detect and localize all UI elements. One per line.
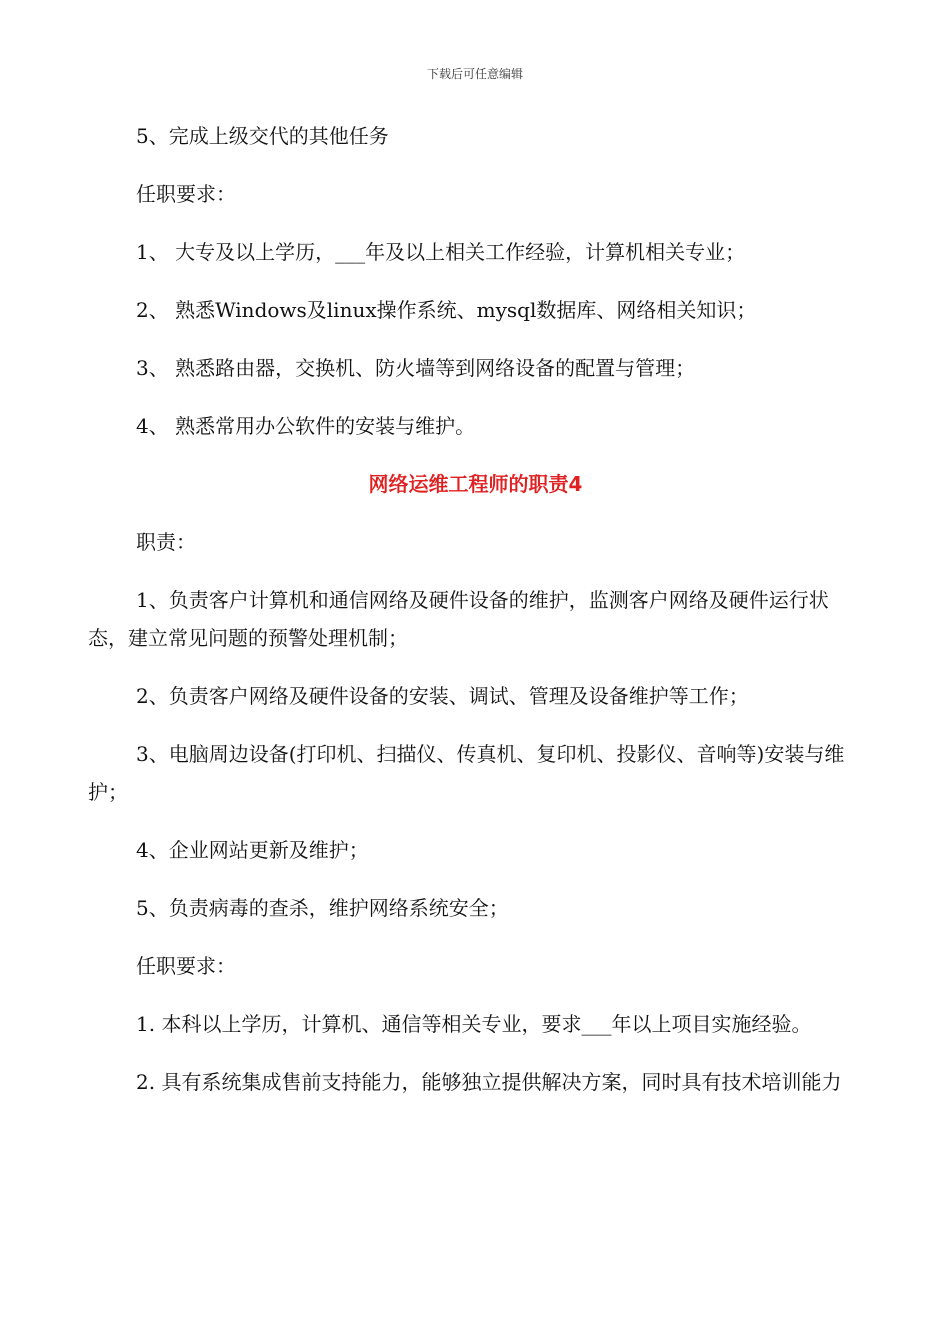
paragraph: 4、企业网站更新及维护； xyxy=(136,838,369,862)
paragraph: 任职要求： xyxy=(136,954,236,978)
paragraph: 5、负责病毒的查杀，维护网络系统安全； xyxy=(136,896,509,920)
paragraph: 1、 大专及以上学历，___年及以上相关工作经验，计算机相关专业； xyxy=(136,240,746,264)
paragraph: 1、负责客户计算机和通信网络及硬件设备的维护，监测客户网络及硬件运行状态，建立常见问题的预警处理机制； xyxy=(88,588,829,650)
page-header: 下载后可任意编辑 xyxy=(426,67,523,81)
paragraph: 4、 熟悉常用办公软件的安装与维护。 xyxy=(136,414,476,438)
document-body xyxy=(88,117,863,1121)
paragraph: 1. 本科以上学历，计算机、通信等相关专业，要求___年以上项目实施经验。 xyxy=(136,1012,812,1036)
paragraph: 任职要求： xyxy=(136,182,236,206)
paragraph: 3、电脑周边设备(打印机、扫描仪、传真机、复印机、投影仪、音响等)安装与维护； xyxy=(88,742,845,804)
paragraph: 职责： xyxy=(136,530,196,554)
section-heading: 网络运维工程师的职责4 xyxy=(368,472,583,496)
paragraph: 3、 熟悉路由器，交换机、防火墙等到网络设备的配置与管理； xyxy=(136,356,696,380)
paragraph: 2. 具有系统集成售前支持能力，能够独立提供解决方案，同时具有技术培训能力 xyxy=(136,1070,842,1094)
paragraph: 5、完成上级交代的其他任务 xyxy=(136,124,389,148)
paragraph: 2、负责客户网络及硬件设备的安装、调试、管理及设备维护等工作； xyxy=(136,684,749,708)
paragraph: 2、 熟悉Windows及linux操作系统、mysql数据库、网络相关知识； xyxy=(136,298,757,322)
